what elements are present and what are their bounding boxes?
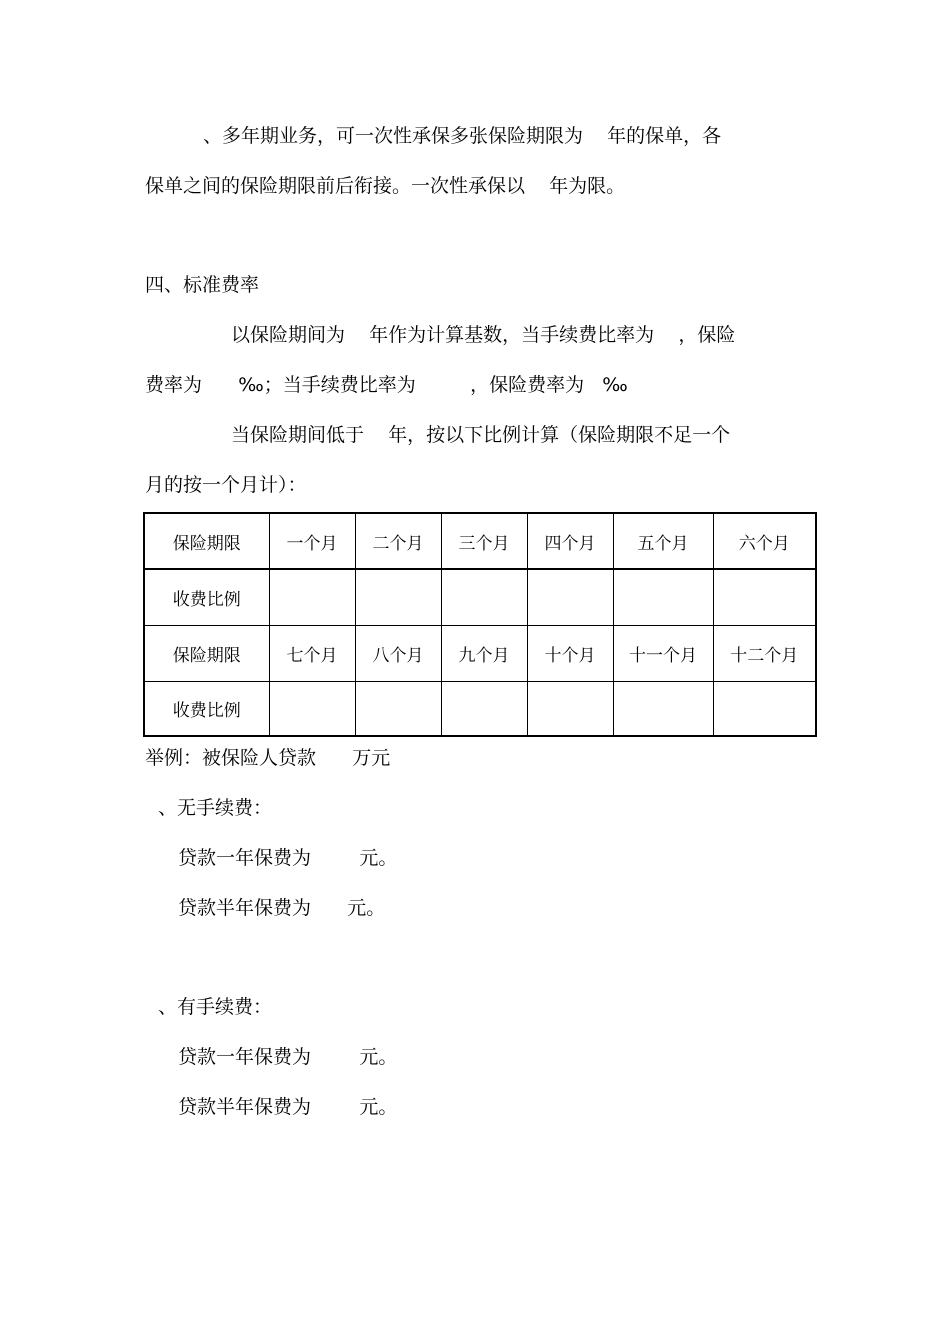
- table-cell: [527, 681, 613, 736]
- table-cell: [355, 681, 441, 736]
- table-cell: 十二个月: [713, 625, 816, 681]
- example-case-title: 、有手续费：: [158, 996, 273, 1018]
- table-cell: 一个月: [269, 513, 355, 569]
- table-cell: 收费比例: [144, 681, 269, 736]
- table-row: [144, 513, 816, 569]
- table-cell: 保险期限: [144, 625, 269, 681]
- table-cell: [355, 569, 441, 625]
- text-line: 费率为 ‰；当手续费比率为 ，保险费率为 ‰: [145, 374, 628, 396]
- table-cell: [527, 569, 613, 625]
- table-cell: 二个月: [355, 513, 441, 569]
- table-cell: 九个月: [441, 625, 527, 681]
- section-heading: 四、标准费率: [145, 274, 260, 296]
- text-line: 贷款半年保费为 元。: [178, 1096, 398, 1118]
- table-cell: 五个月: [613, 513, 713, 569]
- text-line: 贷款半年保费为 元。: [178, 897, 386, 919]
- table-cell: 十个月: [527, 625, 613, 681]
- text-line: 保单之间的保险期限前后衔接。一次性承保以 年为限。: [145, 175, 626, 197]
- table-cell: [441, 569, 527, 625]
- table-cell: 十一个月: [613, 625, 713, 681]
- table-cell: 七个月: [269, 625, 355, 681]
- table-row: [144, 625, 816, 681]
- table-row: [144, 681, 816, 736]
- table-cell: 三个月: [441, 513, 527, 569]
- table-cell: 六个月: [713, 513, 816, 569]
- table-cell: 八个月: [355, 625, 441, 681]
- text-line: 月的按一个月计）：: [145, 474, 307, 496]
- table-row: [144, 569, 816, 625]
- example-case-title: 、无手续费：: [158, 797, 273, 819]
- table-cell: [441, 681, 527, 736]
- table-cell: [713, 681, 816, 736]
- table-cell: [613, 569, 713, 625]
- rate-table: [143, 512, 817, 737]
- table-cell: [613, 681, 713, 736]
- text-line: 当保险期间低于 年，按以下比例计算（保险期限不足一个: [231, 424, 731, 446]
- example-intro: 举例：被保险人贷款 万元: [145, 747, 391, 769]
- text-line: 贷款一年保费为 元。: [178, 847, 398, 869]
- table-cell: [713, 569, 816, 625]
- table-cell: 收费比例: [144, 569, 269, 625]
- text-line: 以保险期间为 年作为计算基数，当手续费比率为 ，保险: [231, 324, 736, 346]
- table-cell: 保险期限: [144, 513, 269, 569]
- text-line: 、多年期业务，可一次性承保多张保险期限为 年的保单，各: [203, 125, 722, 147]
- table-cell: [269, 569, 355, 625]
- table-cell: 四个月: [527, 513, 613, 569]
- text-line: 贷款一年保费为 元。: [178, 1046, 398, 1068]
- table-cell: [269, 681, 355, 736]
